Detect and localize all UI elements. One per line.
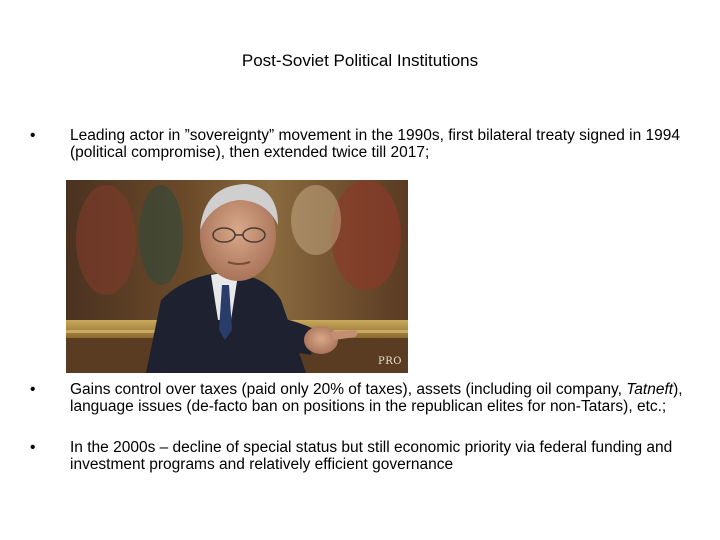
photo-watermark: PRO [378, 356, 402, 367]
bullet-text-part: ), language issues (de-facto ban on positions in the republican elites for non-Tatars), etc.; [70, 381, 683, 415]
portrait-photo [66, 180, 408, 373]
bullet-text: In the 2000s – decline of special status but still economic priority via federal funding and investment programs and relatively efficient governance [70, 439, 673, 473]
slide-title: Post-Soviet Political Institutions [241, 51, 479, 70]
bullet-marker: • [30, 127, 36, 144]
bullet-marker: • [30, 439, 36, 456]
company-name: Tatneft [626, 381, 674, 398]
bullet-text-part: Gains control over taxes (paid only 20% of taxes), assets (including oil company, [70, 381, 627, 398]
portrait-illustration [66, 180, 408, 373]
bullet-text: Leading actor in ”sovereignty” movement in the 1990s, first bilateral treaty signed in 1994 (political compromise), then extended twice till 2017; [70, 127, 681, 161]
bullet-text [70, 382, 690, 415]
bullet-marker: • [30, 381, 36, 398]
